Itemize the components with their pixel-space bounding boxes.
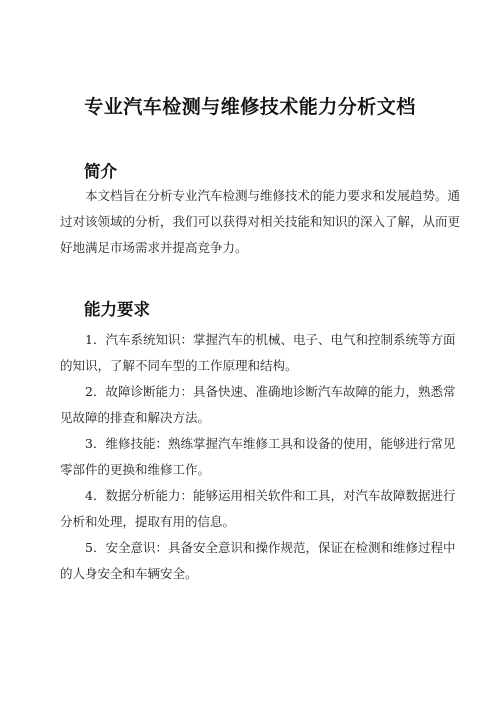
requirement-item: 1．汽车系统知识：掌握汽车的机械、电子、电气和控制系统等方面的知识，了解不同车型的工作原理和结构。 (60, 332, 456, 373)
requirement-item: 5．安全意识：具备安全意识和操作规范，保证在检测和维修过程中的人身安全和车辆安全。 (60, 540, 456, 581)
requirement-item: 4．数据分析能力：能够运用相关软件和工具，对汽车故障数据进行分析和处理，提取有用的信息。 (60, 488, 456, 529)
intro-heading: 简介 (84, 162, 117, 181)
document-title: 专业汽车检测与维修技术能力分析文档 (84, 96, 416, 118)
requirement-item: 3．维修技能：熟练掌握汽车维修工具和设备的使用，能够进行常见零部件的更换和维修工作。 (60, 436, 456, 477)
requirements-heading: 能力要求 (84, 300, 150, 319)
requirement-item: 2．故障诊断能力：具备快速、准确地诊断汽车故障的能力，熟悉常见故障的排查和解决方法。 (60, 384, 456, 425)
intro-paragraph: 本文档旨在分析专业汽车检测与维修技术的能力要求和发展趋势。通过对该领域的分析，我们可以获得对相关技能和知识的深入了解，从而更好地满足市场需求并提高竞争力。 (60, 188, 461, 255)
